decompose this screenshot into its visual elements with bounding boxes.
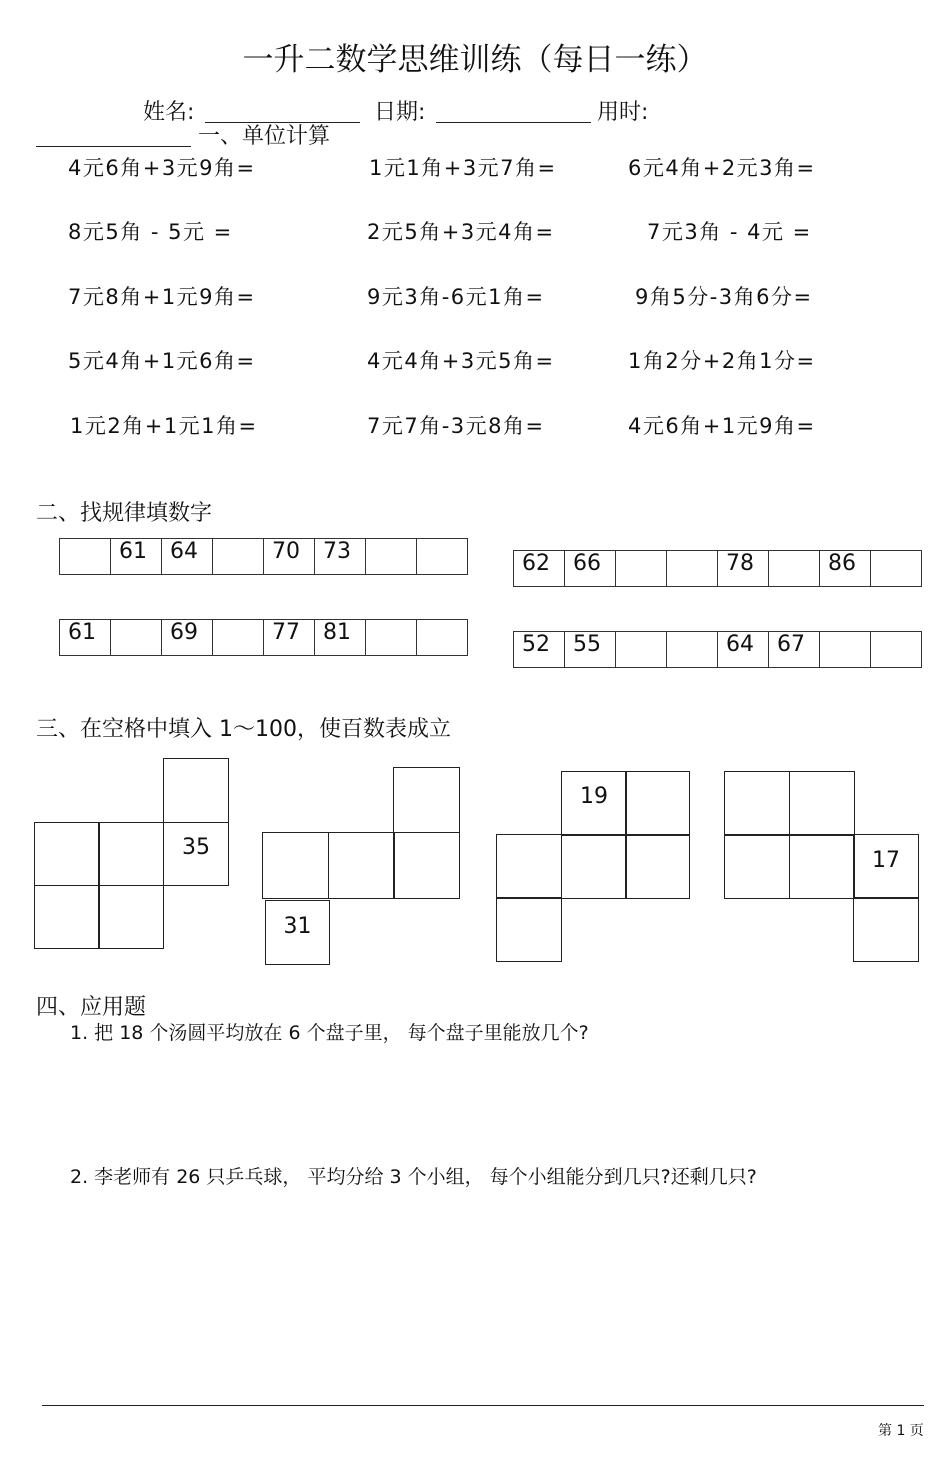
sequence-cell: 64	[718, 632, 769, 668]
sequence-cell: 61	[111, 539, 162, 575]
sequence-table-b	[513, 550, 922, 587]
sequence-cell[interactable]	[213, 620, 264, 656]
sequence-cell: 55	[565, 632, 616, 668]
calc-item: 7元7角-3元8角=	[367, 414, 545, 438]
page-number: 第 1 页	[878, 1423, 924, 1439]
calc-item: 4元6角+3元9角=	[68, 156, 256, 180]
sequence-cell[interactable]	[820, 632, 871, 668]
sequence-cell[interactable]	[871, 632, 922, 668]
footer-divider	[42, 1405, 924, 1406]
sequence-cell: 61	[60, 620, 111, 656]
page-title: 一升二数学思维训练（每日一练）	[242, 42, 708, 78]
grid-cell[interactable]	[561, 834, 627, 899]
grid-cell[interactable]	[724, 771, 790, 836]
sequence-cell[interactable]	[60, 539, 111, 575]
sequence-cell[interactable]	[417, 539, 468, 575]
sequence-cell: 66	[565, 551, 616, 587]
grid-cell: 35	[163, 822, 229, 886]
calc-item: 9角5分-3角6分=	[635, 285, 813, 309]
calc-item: 2元5角+3元4角=	[367, 220, 555, 244]
calc-item: 5元4角+1元6角=	[68, 349, 256, 373]
grid-cell[interactable]	[34, 822, 100, 886]
sequence-table-d	[513, 631, 922, 668]
sequence-cell: 78	[718, 551, 769, 587]
section2-heading: 二、找规律填数字	[36, 501, 213, 526]
sequence-cell[interactable]	[616, 551, 667, 587]
grid-cell[interactable]	[853, 897, 919, 962]
section1-heading: 一、单位计算	[198, 124, 331, 149]
word-problem-2: 2. 李老师有 26 只乒乓球， 平均分给 3 个小组， 每个小组能分到几只?还剩几只?	[70, 1166, 757, 1188]
sequence-cell[interactable]	[871, 551, 922, 587]
sequence-cell[interactable]	[213, 539, 264, 575]
grid-cell[interactable]	[393, 832, 460, 899]
calc-item: 7元3角 - 4元 =	[647, 220, 812, 244]
grid-cell[interactable]	[789, 771, 855, 836]
grid-cell[interactable]	[393, 767, 460, 833]
calc-item: 4元4角+3元5角=	[367, 349, 555, 373]
sequence-cell: 52	[514, 632, 565, 668]
sequence-cell[interactable]	[667, 632, 718, 668]
date-field[interactable]	[436, 98, 591, 123]
grid-cell[interactable]	[262, 832, 329, 899]
sequence-cell: 81	[315, 620, 366, 656]
grid-cell[interactable]	[328, 832, 395, 899]
sequence-cell[interactable]	[366, 620, 417, 656]
grid-cell[interactable]	[163, 758, 229, 823]
sequence-cell[interactable]	[616, 632, 667, 668]
calc-item: 1角2分+2角1分=	[628, 349, 816, 373]
sequence-cell: 73	[315, 539, 366, 575]
grid-cell[interactable]	[724, 834, 790, 899]
calc-item: 9元3角-6元1角=	[367, 285, 545, 309]
sequence-cell: 64	[162, 539, 213, 575]
word-problem-1: 1. 把 18 个汤圆平均放在 6 个盘子里， 每个盘子里能放几个?	[70, 1022, 589, 1044]
sequence-cell: 62	[514, 551, 565, 587]
time-label: 用时:	[597, 100, 649, 125]
grid-cell: 19	[561, 771, 627, 836]
sequence-cell: 67	[769, 632, 820, 668]
sequence-cell: 86	[820, 551, 871, 587]
calc-item: 7元8角+1元9角=	[68, 285, 256, 309]
sequence-cell: 70	[264, 539, 315, 575]
sequence-cell[interactable]	[111, 620, 162, 656]
grid-cell[interactable]	[496, 834, 562, 899]
time-field[interactable]	[36, 122, 191, 147]
date-label: 日期:	[374, 100, 426, 125]
calc-item: 1元2角+1元1角=	[70, 414, 258, 438]
calc-item: 1元1角+3元7角=	[369, 156, 557, 180]
sequence-table-a	[59, 538, 468, 575]
calc-item: 6元4角+2元3角=	[628, 156, 816, 180]
sequence-cell: 77	[264, 620, 315, 656]
grid-cell[interactable]	[625, 834, 690, 899]
sequence-cell: 69	[162, 620, 213, 656]
sequence-cell[interactable]	[417, 620, 468, 656]
sequence-cell[interactable]	[667, 551, 718, 587]
section4-heading: 四、应用题	[36, 995, 147, 1020]
grid-cell[interactable]	[496, 897, 562, 962]
grid-cell: 31	[265, 900, 330, 965]
sequence-cell[interactable]	[769, 551, 820, 587]
grid-cell[interactable]	[625, 771, 690, 836]
grid-cell[interactable]	[789, 834, 855, 899]
name-label: 姓名:	[143, 100, 195, 125]
grid-cell[interactable]	[98, 885, 164, 949]
grid-cell[interactable]	[34, 885, 100, 949]
section3-heading: 三、在空格中填入 1～100，使百数表成立	[36, 717, 451, 742]
grid-cell: 17	[853, 834, 919, 899]
calc-item: 8元5角 - 5元 =	[68, 220, 233, 244]
calc-item: 4元6角+1元9角=	[628, 414, 816, 438]
sequence-table-c	[59, 619, 468, 656]
sequence-cell[interactable]	[366, 539, 417, 575]
grid-cell[interactable]	[98, 822, 164, 886]
